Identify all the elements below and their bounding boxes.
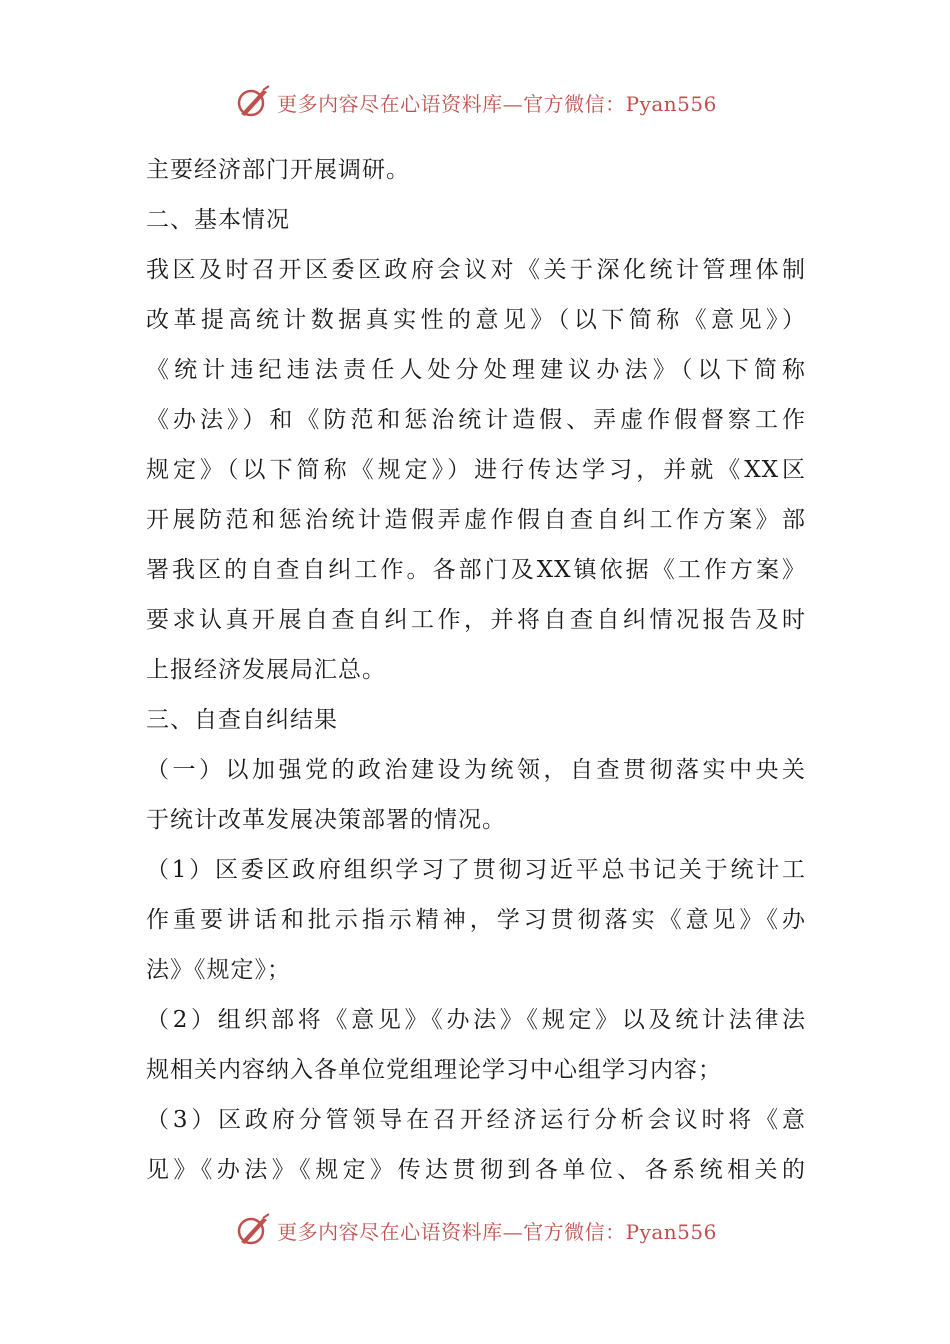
text-line: 开展防范和惩治统计造假弄虚作假自查自纠工作方案》部 [146,507,806,533]
text-line: 法》《规定》； [146,957,291,983]
watermark-text: 更多内容尽在心语资料库—官方微信：Pyan556 [277,1219,717,1244]
text-line: 我区及时召开区委区政府会议对《关于深化统计管理体制 [146,257,806,283]
text-line: 三、自查自纠结果 [146,707,338,733]
text-line: 《统计违纪违法责任人处分处理建议办法》（以下简称 [146,357,806,383]
text-line: 于统计改革发展决策部署的情况。 [146,807,506,833]
footer-watermark [0,1208,950,1252]
text-line: （一）以加强党的政治建设为统领，自查贯彻落实中央关 [146,757,806,783]
text-line: 署我区的自查自纠工作。各部门及XX镇依据《工作方案》 [146,557,806,583]
text-line: 《办法》）和《防范和惩治统计造假、弄虚作假督察工作 [146,407,806,433]
watermark-text: 更多内容尽在心语资料库—官方微信：Pyan556 [277,91,717,116]
pen-circle-logo-icon [233,82,273,122]
pen-circle-logo-icon [233,1210,273,1250]
header-watermark [0,80,950,124]
text-line: 二、基本情况 [146,207,290,233]
text-line: 作重要讲话和批示指示精神，学习贯彻落实《意见》《办 [146,907,806,933]
text-line: 规相关内容纳入各单位党组理论学习中心组学习内容； [146,1057,722,1083]
text-line: 要求认真开展自查自纠工作，并将自查自纠情况报告及时 [146,607,806,633]
text-line: 主要经济部门开展调研。 [146,157,410,183]
text-line: 上报经济发展局汇总。 [146,657,386,683]
text-line: 规定》（以下简称《规定》）进行传达学习，并就《XX区 [146,457,806,483]
text-line: （1）区委区政府组织学习了贯彻习近平总书记关于统计工 [146,857,806,883]
document-body [146,145,806,1195]
text-line: （2）组织部将《意见》《办法》《规定》以及统计法律法 [146,1007,806,1033]
text-line: 见》《办法》《规定》传达贯彻到各单位、各系统相关的 [146,1157,806,1183]
text-line: （3）区政府分管领导在召开经济运行分析会议时将《意 [146,1107,806,1133]
text-line: 改革提高统计数据真实性的意见》（以下简称《意见》） [146,307,806,333]
